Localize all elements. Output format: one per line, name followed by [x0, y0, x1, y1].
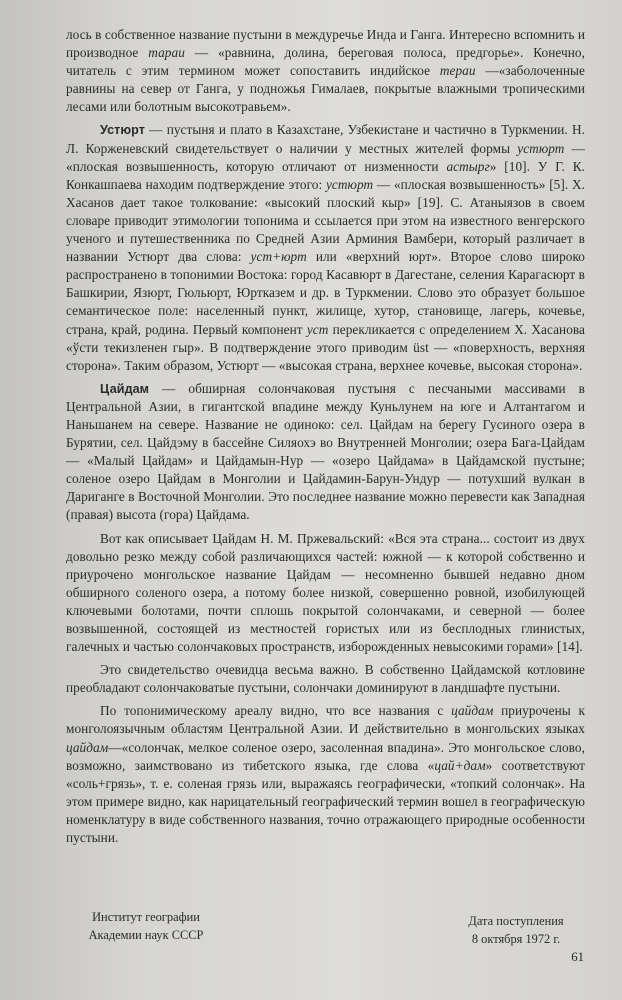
text-run: — «плоская возвышенность, которую отличают от низменности [66, 140, 585, 174]
paragraph [66, 530, 585, 657]
italic-term: устюрт [325, 176, 374, 192]
text-run: — «равнина, долина, береговая полоса, предгорье». Конечно, читатель с этим термином может сопоставить индийское [66, 45, 585, 79]
text-run: По топонимическому ареалу видно, что все названия с [100, 703, 452, 719]
italic-term: тараи [148, 45, 185, 61]
received-date-block [446, 912, 586, 948]
italic-term: цайдам [66, 739, 109, 755]
received-label: Дата поступления [468, 914, 564, 928]
text-run: — «плоская возвышенность» [5]. Х. Хасанов дает такое толкование: «высокий плоский кыр» [19]. С. Атаныязов в своем словаре приводит этимологии топонима и ссылается при этом на известного венгерского ученого и путешественника по Средней Азии Арминия Вамбери, который различает в названии Устюрт два слова: [66, 176, 585, 265]
affiliation-line-2: Академии наук СССР [88, 928, 204, 942]
text-run: приурочены к монголоязычным областям Центральной Азии. И действительно в монгольских языках [66, 703, 585, 737]
italic-term: устюрт [517, 140, 565, 156]
italic-term: цайдам [451, 703, 494, 719]
text-run: перекликается с определением Х. Хасанова «ўсти текизленен гыр». В подтверждение этого приводим üst — «поверхность, верхняя сторона». Таким образом, Устюрт — «высокая страна, верхнее кочевье, высокая сторона». [66, 321, 585, 373]
text-run: — обширная солончаковая пустыня с песчаными массивами в Центральной Азии, в гигантской впадине между Куньлунем на юге и Алтантагом и Наньшанем на севере. Название не одиноко: сел. Цайдам на берегу Гусиного озера в Бурятии, сел. Цайдэму в бассейне Силяохэ во Внутренней Монголии; озера Бага-Цайдам — «Малый Цайдам» и Цайдамын-Нур — «озеро Цайдама» в Цайдамской пустыне; соленое озеро Цайдам в Монголии и Цайдамин-Барун-Ундур — потухший вулкан в Дариганге в Восточной Монголии. Это последнее название можно перевести как Западная (правая) высота (гора) Цайдама. [66, 380, 585, 523]
italic-term: уст [306, 321, 329, 337]
page-number: 61 [571, 950, 584, 964]
text-run: — пустыня и плато в Казахстане, Узбекистане и частично в Туркмении. Н. Л. Корженевский свидетельствует о наличии у местных жителей формы [66, 122, 585, 156]
text-run: лось в собственное название пустыни в междуречье Инда и Ганга. Интересно вспомнить и производное [66, 27, 585, 61]
entry-term: Устюрт [100, 123, 145, 138]
entry-term: Цайдам [100, 381, 150, 396]
text-run: —«солончак, мелкое соленое озеро, засоленная впадина». Это монгольское слово, возможно, заимствовано из тибетского языка, где слова « [66, 739, 585, 773]
italic-term: астырг [446, 158, 490, 174]
italic-term: уст+юрт [250, 249, 307, 265]
text-run: » соответствуют «соль+грязь», т. е. соленая грязь или, выражаясь географически, «топкий солончак». На этом примере видно, как нарицательный географический термин вошел в географическую номенклатуру в виде собственного названия, точно отражающего природные особенности пустыни. [66, 757, 585, 846]
text-run: Это свидетельство очевидца весьма важно. В собственно Цайдамской котловине преобладают солончаковатые пустыни, солончаки доминируют в ландшафте пустыни. [66, 662, 585, 696]
text-run: » [10]. У Г. К. Конкашпаева находим подтверждение этого: [66, 158, 586, 192]
text-run: Вот как описывает Цайдам Н. М. Пржевальский: «Вся эта страна... состоит из двух довольно резко между собой различающихся частей: южной — к которой собственно и приурочено монгольское название Цайдам — несомненно бывшей недавно дном обширного соленого озера, а потому более низкой, совершенно ровной, изобилующей ключевыми болотами, почти сплошь покрытой солончаками, и северной — более возвышенной, состоящей из местностей гористых или из бесплодных глинистых, галечных и частью солончаковых пространств, изборожденных невысокими горами» [14]. [66, 530, 585, 655]
received-date: 8 октября 1972 г. [471, 932, 561, 946]
paragraph [66, 661, 585, 697]
paragraph [66, 380, 585, 525]
paragraph [66, 121, 585, 374]
article-body [66, 26, 585, 847]
paragraph [66, 26, 585, 116]
text-run: или «верхний юрт». Второе слово широко распространено в топонимии Востока: город Касавюрт в Дагестане, селения Карагасюрт в Башкирии, Язюрт, Гюльюрт, Юртказем и др. в Туркмении. Слово это образует большое семантическое поле: населенный пункт, жилище, хутор, становище, лагерь, кочевье, страна, край, родина. Первый компонент [66, 249, 586, 337]
italic-term: тераи [439, 63, 476, 79]
affiliation-line-1: Институт географии [92, 910, 200, 924]
paragraph [66, 702, 585, 847]
author-affiliation [66, 908, 226, 944]
text-run: —«заболоченные равнины на север от Ганга, у подножья Гималаев, покрытые влажными тропическими лесами или болотным высокотравьем». [66, 63, 585, 115]
italic-term: цай+дам [434, 757, 486, 773]
